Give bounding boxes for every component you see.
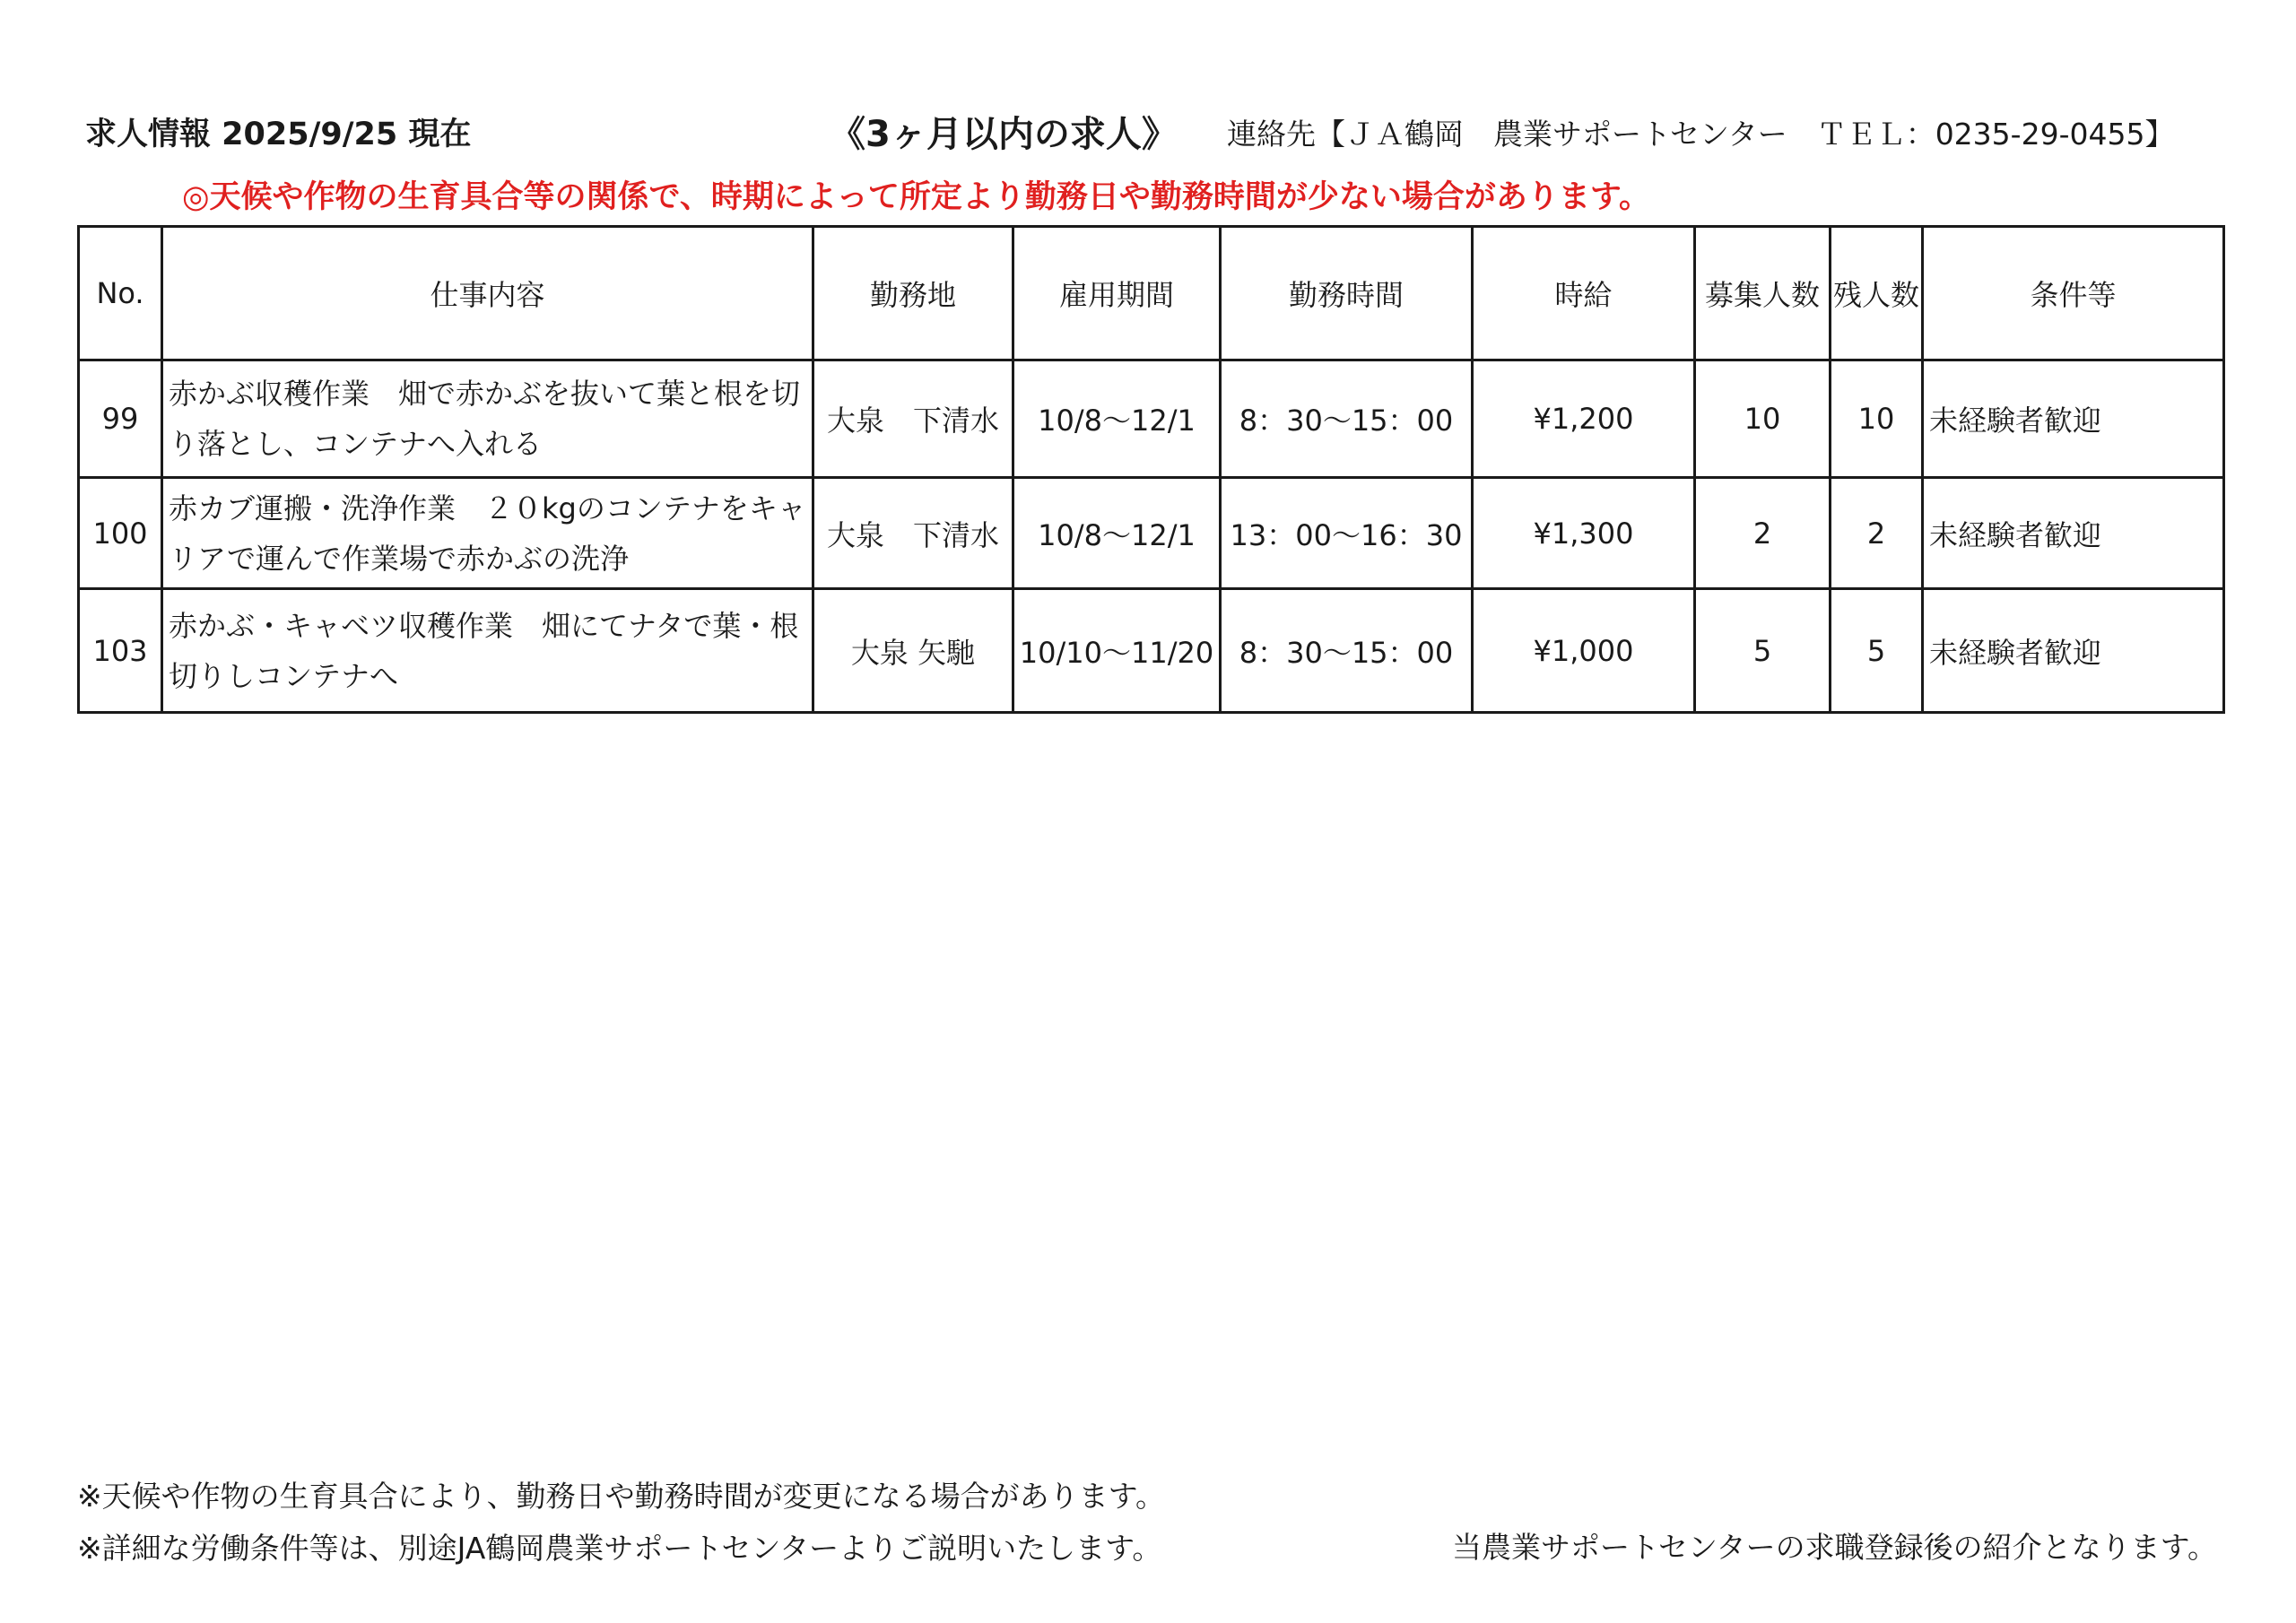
column-header-description: 仕事内容 (162, 227, 813, 360)
cell-description: 赤かぶ・キャベツ収穫作業 畑にてナタで葉・根切りしコンテナへ (162, 589, 813, 713)
cell-hours: 13：00～16：30 (1221, 478, 1473, 589)
cell-location: 大泉 下清水 (813, 360, 1013, 478)
column-header-wage: 時給 (1473, 227, 1695, 360)
cell-no: 100 (79, 478, 162, 589)
table-row (79, 478, 2224, 589)
column-header-no: No. (79, 227, 162, 360)
footer-note-registration: 当農業サポートセンターの求職登録後の紹介となります。 (1451, 1530, 2217, 1565)
cell-remaining: 5 (1831, 589, 1923, 713)
cell-wage: ¥1,300 (1473, 478, 1695, 589)
cell-wage: ¥1,200 (1473, 360, 1695, 478)
cell-hours: 8：30～15：00 (1221, 589, 1473, 713)
column-header-location: 勤務地 (813, 227, 1013, 360)
column-header-hours: 勤務時間 (1221, 227, 1473, 360)
cell-period: 10/8～12/1 (1013, 478, 1221, 589)
cell-remaining: 2 (1831, 478, 1923, 589)
column-header-remaining: 残人数 (1831, 227, 1923, 360)
table-row (79, 589, 2224, 713)
cell-wage: ¥1,000 (1473, 589, 1695, 713)
listing-heading: 《3ヶ月以内の求人》 (830, 114, 1178, 155)
footer-note-conditions: ※詳細な労働条件等は、別途JA鶴岡農業サポートセンターよりご説明いたします。 (77, 1531, 1162, 1566)
cell-conditions: 未経験者歓迎 (1923, 478, 2224, 589)
cell-location: 大泉 下清水 (813, 478, 1013, 589)
cell-period: 10/10～11/20 (1013, 589, 1221, 713)
notice-text: ◎天候や作物の生育具合等の関係で、時期によって所定より勤務日や勤務時間が少ない場合があります。 (182, 179, 1651, 215)
table-header-row (79, 227, 2224, 360)
cell-recruit: 2 (1695, 478, 1831, 589)
cell-no: 103 (79, 589, 162, 713)
cell-location: 大泉 矢馳 (813, 589, 1013, 713)
column-header-recruit: 募集人数 (1695, 227, 1831, 360)
cell-remaining: 10 (1831, 360, 1923, 478)
column-header-conditions: 条件等 (1923, 227, 2224, 360)
cell-recruit: 5 (1695, 589, 1831, 713)
cell-description: 赤カブ運搬・洗浄作業 ２０kgのコンテナをキャリアで運んで作業場で赤かぶの洗浄 (162, 478, 813, 589)
jobs-table (77, 225, 2225, 714)
cell-conditions: 未経験者歓迎 (1923, 589, 2224, 713)
cell-recruit: 10 (1695, 360, 1831, 478)
contact-info: 連絡先【ＪＡ鶴岡 農業サポートセンター ＴＥＬ：0235-29-0455】 (1227, 117, 2175, 152)
cell-period: 10/8～12/1 (1013, 360, 1221, 478)
cell-conditions: 未経験者歓迎 (1923, 360, 2224, 478)
cell-description: 赤かぶ収穫作業 畑で赤かぶを抜いて葉と根を切り落とし、コンテナへ入れる (162, 360, 813, 478)
column-header-period: 雇用期間 (1013, 227, 1221, 360)
page-title: 求人情報 2025/9/25 現在 (85, 117, 472, 152)
table-row (79, 360, 2224, 478)
footer-note-schedule: ※天候や作物の生育具合により、勤務日や勤務時間が変更になる場合があります。 (77, 1479, 1166, 1514)
cell-no: 99 (79, 360, 162, 478)
cell-hours: 8：30～15：00 (1221, 360, 1473, 478)
